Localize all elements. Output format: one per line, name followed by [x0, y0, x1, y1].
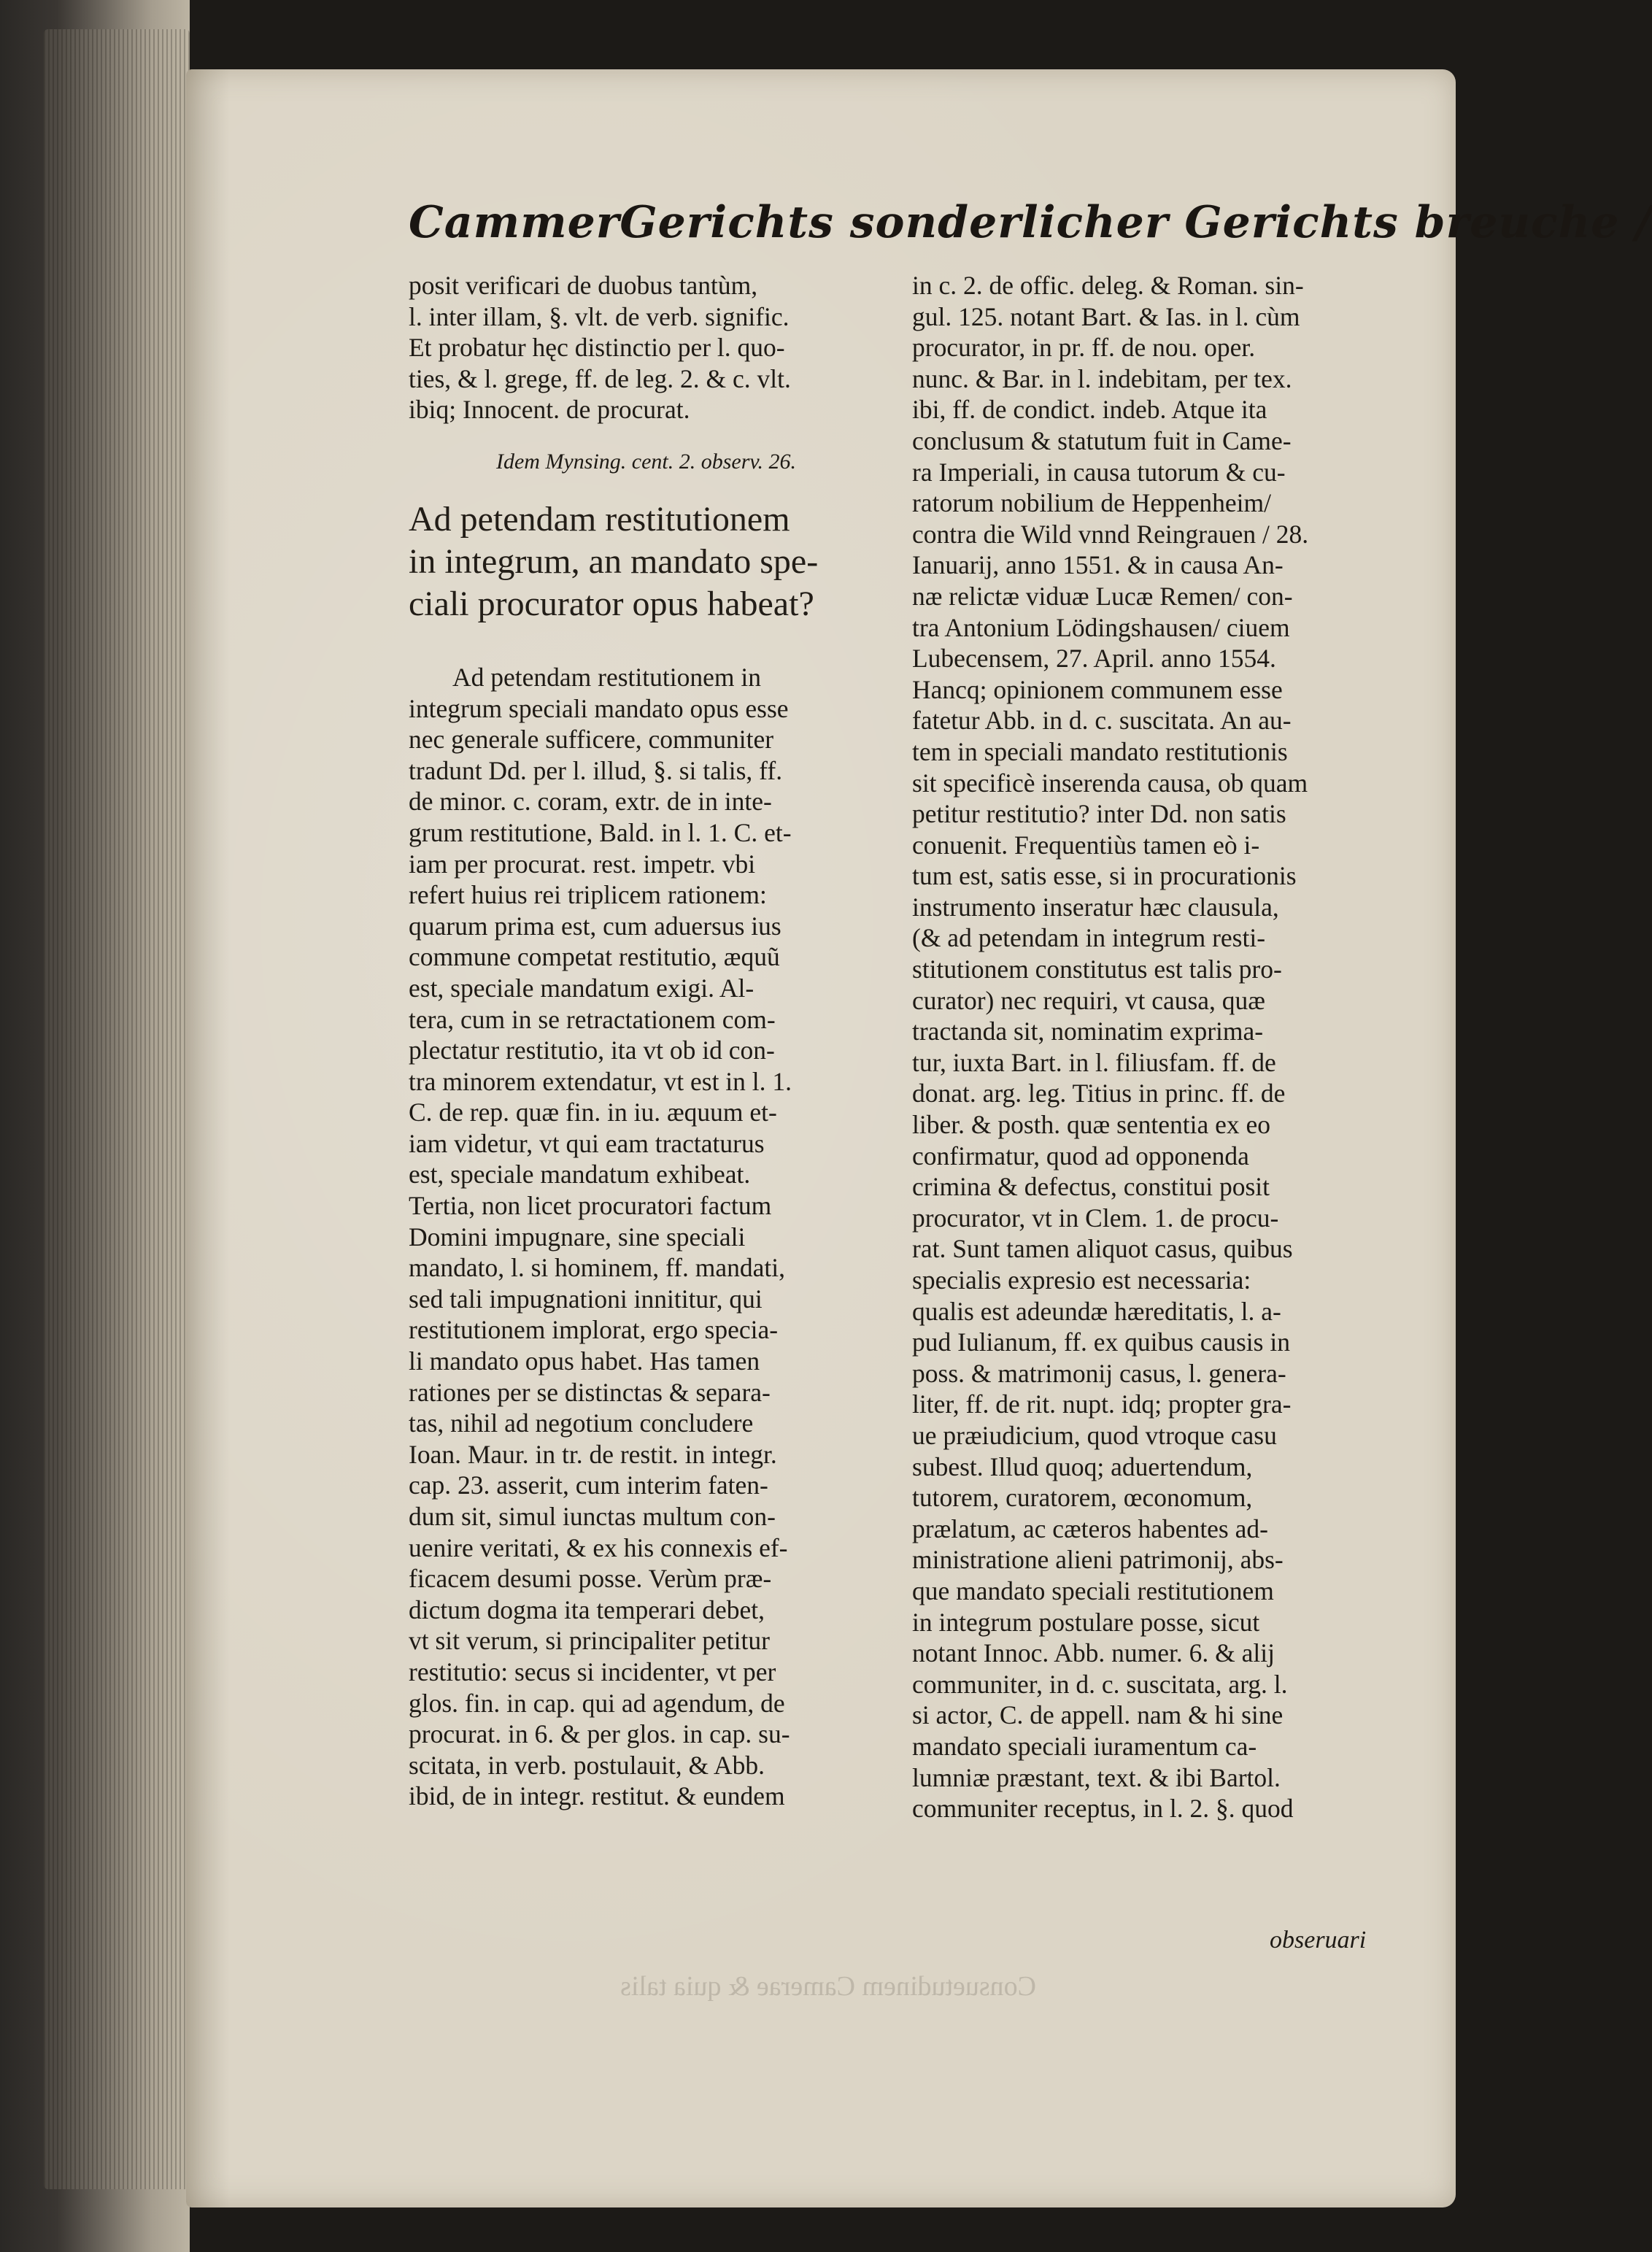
text-line: Ad petendam restitutionem	[409, 499, 790, 539]
page-edges	[44, 29, 190, 2189]
text-line: que mandato speciali restitutionem	[912, 1576, 1274, 1605]
text-line: ciali procurator opus habeat?	[409, 584, 814, 623]
text-line: poss. & matrimonij casus, l. genera-	[912, 1358, 1286, 1388]
text-line: iam per procurat. rest. impetr. vbi	[409, 849, 756, 879]
catchword: obseruari	[1270, 1927, 1367, 1954]
text-line: scitata, in verb. postulauit, & Abb.	[409, 1750, 765, 1780]
text-line: stitutionem constitutus est talis pro-	[912, 955, 1282, 984]
section-heading	[409, 498, 890, 625]
text-line: dum sit, simul iunctas multum con-	[409, 1502, 776, 1531]
text-line: rationes per se distinctas & separa-	[409, 1377, 771, 1407]
text-line: si actor, C. de appell. nam & hi sine	[912, 1700, 1284, 1730]
text-line: cap. 23. asserit, cum interim faten-	[409, 1470, 768, 1500]
text-line: plectatur restitutio, ita vt ob id con-	[409, 1036, 775, 1065]
text-line: tem in speciali mandato restitutionis	[912, 736, 1288, 766]
text-line: ties, & l. grege, ff. de leg. 2. & c. vlt.	[409, 363, 791, 393]
text-line: subest. Illud quoq; aduertendum,	[912, 1451, 1253, 1481]
left-top-lines	[409, 270, 890, 425]
text-line: tera, cum in se retractationem com-	[409, 1004, 776, 1034]
text-line: ra Imperiali, in causa tutorum & cu-	[912, 457, 1286, 487]
text-line: specialis expresio est necessaria:	[912, 1265, 1251, 1295]
text-line: fatetur Abb. in d. c. suscitata. An au-	[912, 706, 1292, 736]
text-line: Ianuarij, anno 1551. & in causa An-	[912, 550, 1284, 580]
text-line: Hancq; opinionem communem esse	[912, 674, 1283, 704]
text-line: pud Iulianum, ff. ex quibus causis in	[912, 1327, 1290, 1357]
text-line: tra Antonium Lödingshausen/ ciuem	[912, 612, 1290, 642]
text-line: næ relictæ viduæ Lucæ Remen/ con-	[912, 581, 1293, 611]
text-line: lumniæ præstant, text. & ibi Bartol.	[912, 1762, 1281, 1792]
text-line: sit specificè inserenda causa, ob quam	[912, 768, 1308, 798]
text-line: Domini impugnare, sine speciali	[409, 1222, 746, 1252]
text-line: de minor. c. coram, extr. de in inte-	[409, 787, 772, 817]
text-line: prælatum, ac cæteros habentes ad-	[912, 1513, 1268, 1543]
text-line: mandato speciali iuramentum ca-	[912, 1731, 1257, 1761]
text-line: glos. fin. in cap. qui ad agendum, de	[409, 1688, 785, 1718]
text-line: nunc. & Bar. in l. indebitam, per tex.	[912, 363, 1292, 393]
text-line: ibi, ff. de condict. indeb. Atque ita	[912, 395, 1267, 425]
text-line: procurator, vt in Clem. 1. de procu-	[912, 1203, 1279, 1233]
text-line: Ad petendam restitutionem in	[452, 662, 761, 692]
text-line: Et probatur hęc distinctio per l. quo-	[409, 333, 785, 363]
left-column	[409, 270, 890, 1812]
text-line: ibiq; Innocent. de procurat.	[409, 395, 690, 425]
text-line: crimina & defectus, constitui posit	[912, 1172, 1270, 1202]
text-line: (& ad petendam in integrum resti-	[912, 923, 1266, 953]
text-line: Ioan. Maur. in tr. de restit. in integr.	[409, 1439, 777, 1469]
text-line: gul. 125. notant Bart. & Ias. in l. cùm	[912, 301, 1300, 331]
text-line: notant Innoc. Abb. numer. 6. & alij	[912, 1638, 1275, 1668]
text-line: instrumento inseratur hæc clausula,	[912, 892, 1279, 922]
text-line: liber. & posth. quæ sententia ex eo	[912, 1110, 1271, 1140]
text-line: est, speciale mandatum exigi. Al-	[409, 973, 754, 1003]
text-line: rat. Sunt tamen aliquot casus, quibus	[912, 1234, 1293, 1264]
text-line: Tertia, non licet procuratori factum	[409, 1191, 772, 1221]
text-line: procurat. in 6. & per glos. in cap. su-	[409, 1719, 790, 1749]
right-column	[912, 270, 1375, 1824]
text-line: liter, ff. de rit. nupt. idq; propter gra-	[912, 1389, 1292, 1419]
text-line: mandato, l. si hominem, ff. mandati,	[409, 1253, 785, 1283]
text-line: confirmatur, quod ad opponenda	[912, 1141, 1249, 1171]
text-line: ibid, de in integr. restitut. & eundem	[409, 1781, 785, 1811]
text-line: est, speciale mandatum exhibeat.	[409, 1160, 751, 1189]
text-line: refert huius rei triplicem rationem:	[409, 880, 767, 910]
text-line: tas, nihil ad negotium concludere	[409, 1408, 754, 1438]
text-line: Lubecensem, 27. April. anno 1554.	[912, 644, 1276, 674]
text-line: tradunt Dd. per l. illud, §. si talis, ff.	[409, 755, 783, 785]
text-line: dictum dogma ita temperari debet,	[409, 1594, 765, 1624]
text-line: tutorem, curatorem, œconomum,	[912, 1483, 1253, 1513]
text-line: in integrum, an mandato spe-	[409, 541, 819, 581]
text-line: in c. 2. de offic. deleg. & Roman. sin-	[912, 271, 1304, 300]
text-line: vt sit verum, si principaliter petitur	[409, 1626, 770, 1656]
text-line: tra minorem extendatur, vt est in l. 1.	[409, 1066, 792, 1096]
attribution: Idem Mynsing. cent. 2. observ. 26.	[496, 449, 797, 474]
text-line: restitutio: secus si incidenter, vt per	[409, 1657, 776, 1686]
text-line: in integrum postulare posse, sicut	[912, 1607, 1260, 1637]
text-line: ficacem desumi posse. Verùm præ-	[409, 1564, 772, 1594]
text-line: conuenit. Frequentiùs tamen eò i-	[912, 830, 1260, 860]
text-line: integrum speciali mandato opus esse	[409, 693, 789, 723]
text-line: commune competat restitutio, æquũ	[409, 942, 780, 972]
text-line: petitur restitutio? inter Dd. non satis	[912, 799, 1286, 829]
text-line: qualis est adeundæ hæreditatis, l. a-	[912, 1296, 1281, 1326]
text-line: C. de rep. quæ fin. in iu. æquum et-	[409, 1098, 777, 1127]
text-line: ministratione alieni patrimonij, abs-	[912, 1545, 1284, 1575]
text-line: donat. arg. leg. Titius in princ. ff. de	[912, 1079, 1286, 1108]
text-line: sed tali impugnationi innititur, qui	[409, 1284, 763, 1314]
text-line: curator) nec requiri, vt causa, quæ	[912, 985, 1265, 1015]
running-head: CammerGerichts sonderlicher Gerichts breuche /	[409, 197, 1652, 248]
text-line: grum restitutione, Bald. in l. 1. C. et-	[409, 817, 792, 847]
text-line: li mandato opus habet. Has tamen	[409, 1346, 760, 1376]
text-line: iam videtur, vt qui eam tractaturus	[409, 1128, 765, 1158]
text-line: posit verificari de duobus tantùm,	[409, 271, 758, 300]
text-line: uenire veritati, & ex his connexis ef-	[409, 1532, 788, 1562]
text-line: quarum prima est, cum aduersus ius	[409, 911, 781, 941]
text-line: l. inter illam, §. vlt. de verb. signific.	[409, 301, 790, 331]
text-line: conclusum & statutum fuit in Came-	[912, 425, 1292, 455]
text-line: tractanda sit, nominatim exprima-	[912, 1017, 1264, 1046]
left-body-lines	[409, 662, 890, 1812]
text-line: ue præiudicium, quod vtroque casu	[912, 1420, 1277, 1450]
text-line: communiter, in d. c. suscitata, arg. l.	[912, 1669, 1288, 1699]
text-line: communiter receptus, in l. 2. §. quod	[912, 1794, 1294, 1824]
book-page-stack	[0, 0, 190, 2252]
text-line: tur, iuxta Bart. in l. filiusfam. ff. de	[912, 1047, 1276, 1077]
text-line: restitutionem implorat, ergo specia-	[409, 1315, 779, 1345]
right-body-lines	[912, 270, 1375, 1824]
text-line: contra die Wild vnnd Reingrauen / 28.	[912, 519, 1309, 549]
text-line: ratorum nobilium de Heppenheim/	[912, 488, 1271, 518]
text-line: nec generale sufficere, communiter	[409, 725, 774, 755]
text-line: tum est, satis esse, si in procurationis	[912, 861, 1297, 891]
bleed-through-text: Consuetudinem Camerae & quia talis	[620, 1971, 1036, 2002]
text-line: procurator, in pr. ff. de nou. oper.	[912, 333, 1256, 363]
